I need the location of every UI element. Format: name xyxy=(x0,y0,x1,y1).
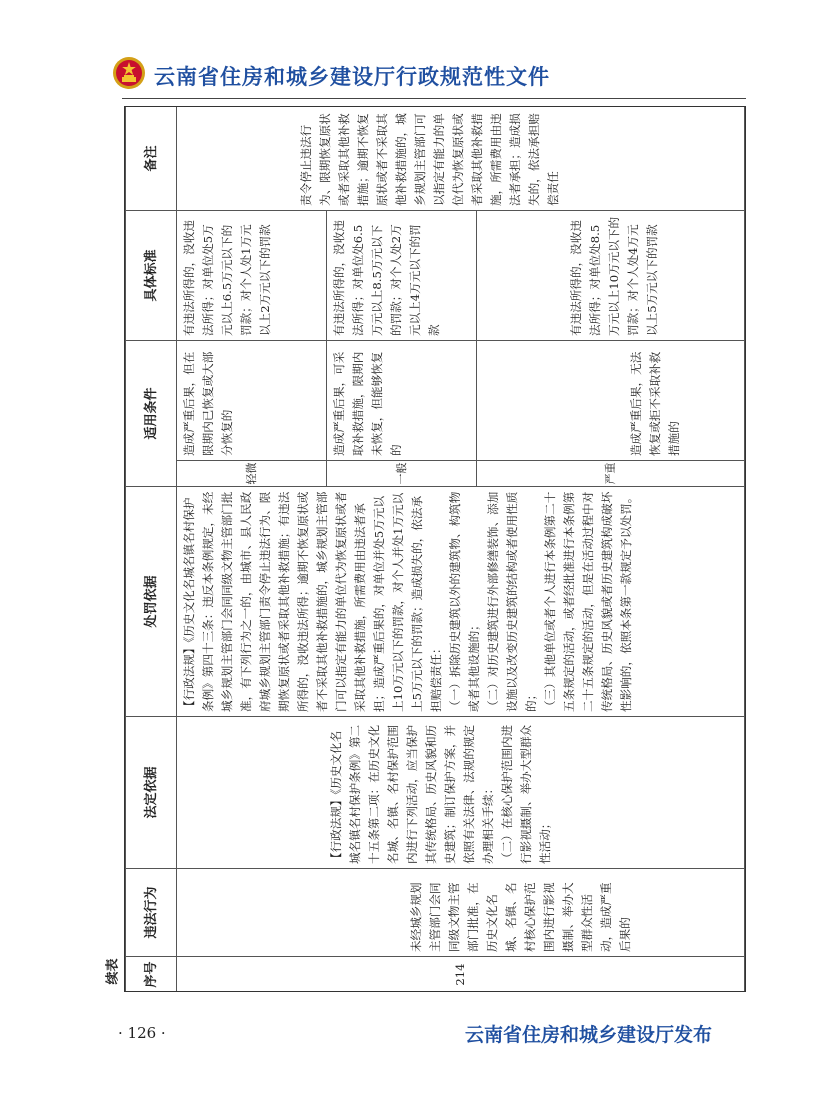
cell-legal: 【行政法规】《历史文化名城名镇名村保护条例》第二十五条第二项：在历史文化名城、名镇、名村保护范围内进行下列活动，应当保护其传统格局、历史风貌和历史建筑；制订保护方案，并依照有关法律、法规的规定办理相关手续： （二）在核心保护范围内进行影视摄制、举办大型群众性活动； xyxy=(177,717,745,869)
header-act: 违法行为 xyxy=(126,869,177,957)
cell-level-2: 一般 xyxy=(327,461,477,487)
national-emblem-icon xyxy=(112,56,146,90)
cell-note: 责令停止违法行为、限期恢复原状或者采取其他补救措施；逾期不恢复原状或者不采取其他补救措施的，城乡规划主管部门可以指定有能力的单位代为恢复原状或者采取其他补救措施，所需费用由违法者承担；造成损失的，依法承担赔偿责任 xyxy=(177,106,745,210)
cell-level-3: 严重 xyxy=(477,461,745,487)
cell-level-1: 轻微 xyxy=(177,461,327,487)
cell-seq: 214 xyxy=(177,957,745,993)
penalty-table xyxy=(125,106,745,992)
table-header-row xyxy=(126,106,177,992)
cell-condition-2: 造成严重后果，可采取补救措施，限期内未恢复，但能够恢复的 xyxy=(327,340,477,460)
cell-standard-2: 有违法所得的，没收违法所得；对单位处6.5万元以上8.5万元以下的罚款；对个人处2万元以上4万元以下的罚款 xyxy=(327,210,477,340)
cell-condition-3: 造成严重后果，无法恢复或拒不采取补救措施的 xyxy=(477,340,745,460)
cell-standard-3: 有违法所得的，没收违法所得；对单位处8.5万元以上10万元以下的罚款；对个人处4万元以上5万元以下的罚款 xyxy=(477,210,745,340)
cell-standard-1: 有违法所得的，没收违法所得；对单位处5万元以上6.5万元以下的罚款；对个人处1万元以上2万元以下的罚款 xyxy=(177,210,327,340)
header-legal: 法定依据 xyxy=(126,717,177,869)
cell-condition-1: 造成严重后果，但在限期内已恢复或大部分恢复的 xyxy=(177,340,327,460)
header-penalty: 处罚依据 xyxy=(126,487,177,717)
cell-penalty: 【行政法规】《历史文化名城名镇名村保护条例》第四十三条：违反本条例规定，未经城乡规划主管部门会同同级文物主管部门批准，有下列行为之一的，由城市、县人民政府城乡规划主管部门责令停止违法行为、限期恢复原状或者采取其他补救措施；有违法所得的，没收违法所得；逾期不恢复原状或者不采取其他补救措施的，城乡规划主管部门可以指定有能力的单位代为恢复原状或者采取其他补救措施，所需费用由违法者承担；造成严重后果的，对单位并处5万元以上10万元以下的罚款，对个人并处1万元以上5万元以下的罚款；造成损失的，依法承担赔偿责任： （一）拆除历史建筑以外的建筑物、构筑物或者其他设施的； （二）对历史建筑进行外部修缮装饰、添加设施以及改变历史建筑的结构或者使用性质的； （三）其他单位或者个人进行本条例第二十五条规定的活动，或者经批准进行本条例第二十五条规定的活动，但是在活动过程中对传统格局、历史风貌或者历史建筑构成破坏性影响的，依照本条第一款规定予以处罚。 xyxy=(177,487,745,717)
header-note: 备注 xyxy=(126,106,177,210)
cell-act: 未经城乡规划主管部门会同同级文物主管部门批准，在历史文化名城、名镇、名村核心保护范围内进行影视摄制、举办大型群众性活动，造成严重后果的 xyxy=(177,869,745,957)
table-row xyxy=(177,106,327,992)
header-seq: 序号 xyxy=(126,957,177,993)
penalty-table-frame xyxy=(124,106,746,992)
rotated-table-container xyxy=(125,107,746,992)
page-header xyxy=(112,56,752,96)
header-divider xyxy=(122,98,746,99)
page-number: · 126 · xyxy=(118,1024,166,1042)
header-title: 云南省住房和城乡建设厅行政规范性文件 xyxy=(154,65,550,89)
header-condition: 适用条件 xyxy=(126,340,177,486)
continued-label: 续表 xyxy=(105,958,121,985)
footer-publisher: 云南省住房和城乡建设厅发布 xyxy=(464,1024,712,1046)
header-standard: 具体标准 xyxy=(126,210,177,340)
